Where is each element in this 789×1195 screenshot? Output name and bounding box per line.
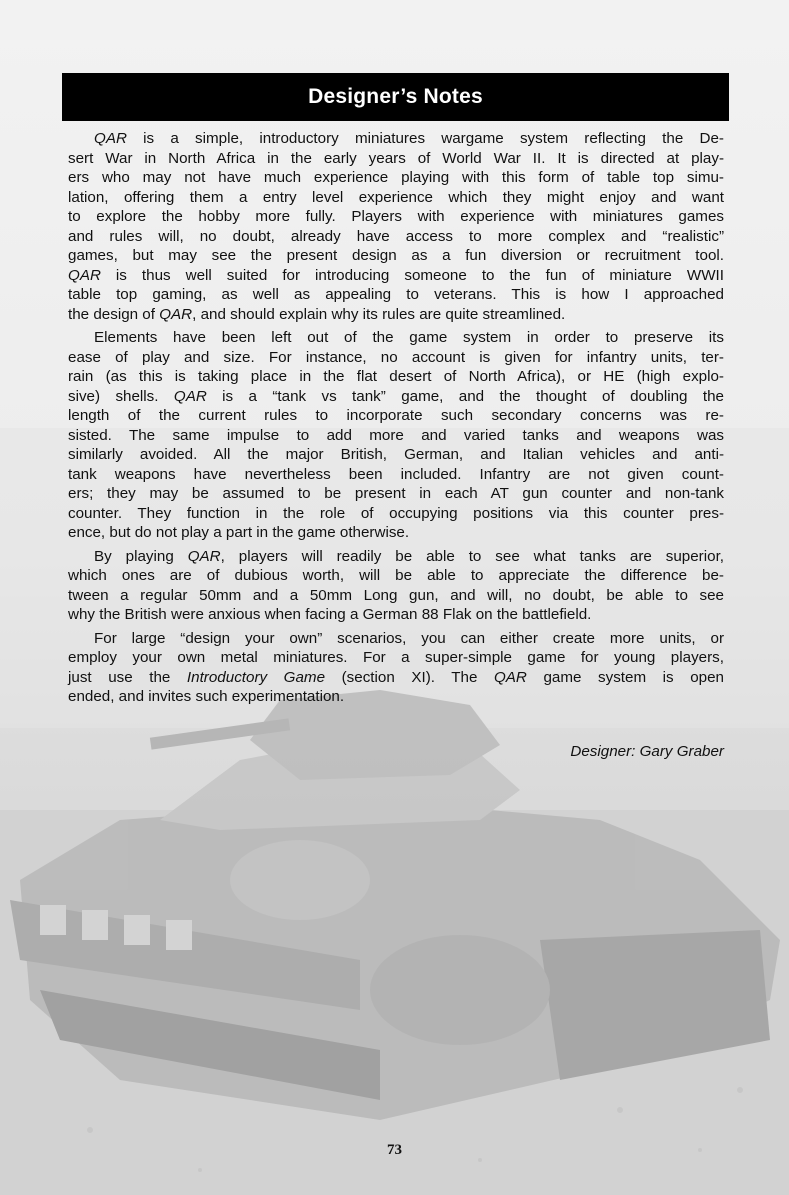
text-line [68, 188, 724, 208]
text-run: counter. They function in the role of occupying positions via this counter pres- [68, 504, 724, 522]
paragraph [68, 629, 724, 707]
italic-text-run: QAR [187, 547, 221, 565]
text-line [68, 328, 724, 348]
text-line [68, 668, 724, 688]
text-run: similarly avoided. All the major British, German, and Italian vehicles and anti- [68, 446, 724, 463]
text-run: which ones are of dubious worth, will be able to appreciate the difference be- [68, 567, 724, 584]
text-run: (section XI). The [325, 668, 494, 686]
text-line [68, 406, 724, 426]
italic-text-run: QAR [68, 266, 101, 284]
text-line [68, 687, 724, 707]
text-run: is a simple, introductory miniatures wargame system reflecting the De- [126, 130, 724, 147]
title-banner [62, 73, 729, 121]
designer-notes-body [68, 129, 724, 711]
text-run: ended, and invites such experimentation. [68, 688, 345, 705]
text-line [68, 348, 724, 368]
text-line [68, 523, 724, 543]
text-run: just use the [68, 668, 187, 686]
text-run: , players will readily be able to see what tanks are superior, [220, 547, 725, 565]
text-run: table top gaming, as well as appealing to veterans. This is how I approached [68, 286, 724, 303]
text-run: By playing [94, 547, 188, 565]
text-line [68, 445, 724, 465]
text-run: ers; they may be assumed to be present in each AT gun counter and non-tank [68, 485, 724, 502]
text-line [68, 367, 724, 387]
text-line [68, 605, 724, 625]
text-run: , and should explain why its rules are quite streamlined. [192, 305, 566, 323]
text-line [68, 648, 724, 668]
text-line [68, 266, 724, 286]
text-line [68, 207, 724, 227]
text-line [68, 387, 724, 407]
italic-text-run: QAR [94, 130, 127, 147]
text-run: and rules will, no doubt, already have access to more complex and “realistic” [68, 227, 724, 245]
text-line [68, 246, 724, 266]
paragraph [68, 328, 724, 543]
text-line [68, 629, 724, 649]
text-line [68, 149, 724, 169]
italic-text-run: Introductory Game [186, 668, 326, 686]
text-run: rain (as this is taking place in the flat desert of North Africa), or HE (high explo- [68, 368, 724, 385]
text-run: sive) shells. [68, 387, 174, 405]
text-run: is a “tank vs tank” game, and the thought of doubling the [206, 387, 724, 405]
text-run: ease of play and size. For instance, no account is given for infantry units, ter- [68, 348, 724, 366]
italic-text-run: QAR [159, 305, 193, 323]
text-run: sert War in North Africa in the early years of World War II. It is directed at play- [68, 149, 724, 167]
text-line [68, 465, 724, 485]
text-line [68, 586, 724, 606]
text-run: game system is open [526, 668, 724, 686]
text-run: ers who may not have much experience playing with this form of table top simu- [68, 169, 724, 186]
text-run: lation, offering them a entry level experience which they might enjoy and want [68, 188, 724, 206]
text-line [68, 285, 724, 305]
text-line [68, 129, 724, 149]
text-line [68, 227, 724, 247]
text-run: tween a regular 50mm and a 50mm Long gun, and will, no doubt, be able to see [68, 586, 724, 604]
designer-signature: Designer: Gary Graber [570, 743, 724, 760]
text-run: why the British were anxious when facing a German 88 Flak on the battlefield. [68, 606, 592, 623]
text-line [68, 566, 724, 586]
text-line [68, 547, 724, 567]
text-line [68, 504, 724, 524]
italic-text-run: QAR [173, 387, 207, 405]
text-line [68, 168, 724, 188]
paragraph [68, 547, 724, 625]
text-run: is thus well suited for introducing someone to the fun of miniature WWII [100, 266, 724, 284]
text-run: employ your own metal miniatures. For a super-simple game for young players, [68, 649, 724, 666]
text-run: tank weapons have nevertheless been included. Infantry are not given count- [68, 465, 724, 483]
text-line [68, 305, 724, 325]
paragraph [68, 129, 724, 324]
text-run: length of the current rules to incorporate such secondary concerns was re- [68, 407, 724, 424]
text-run: ence, but do not play a part in the game otherwise. [68, 524, 410, 541]
text-line [68, 484, 724, 504]
text-run: Elements have been left out of the game system in order to preserve its [94, 329, 724, 346]
text-line [68, 426, 724, 446]
text-run: For large “design your own” scenarios, you can either create more units, or [94, 629, 724, 647]
text-run: to explore the hobby more fully. Players with experience with miniatures games [68, 208, 724, 225]
italic-text-run: QAR [493, 668, 527, 686]
page-title: Designer’s Notes [308, 85, 483, 108]
text-run: games, but may see the present design as a fun diversion or recruitment tool. [68, 247, 724, 264]
page-number: 73 [387, 1142, 402, 1158]
text-run: sisted. The same impulse to add more and varied tanks and weapons was [68, 426, 724, 444]
text-run: the design of [68, 305, 160, 323]
